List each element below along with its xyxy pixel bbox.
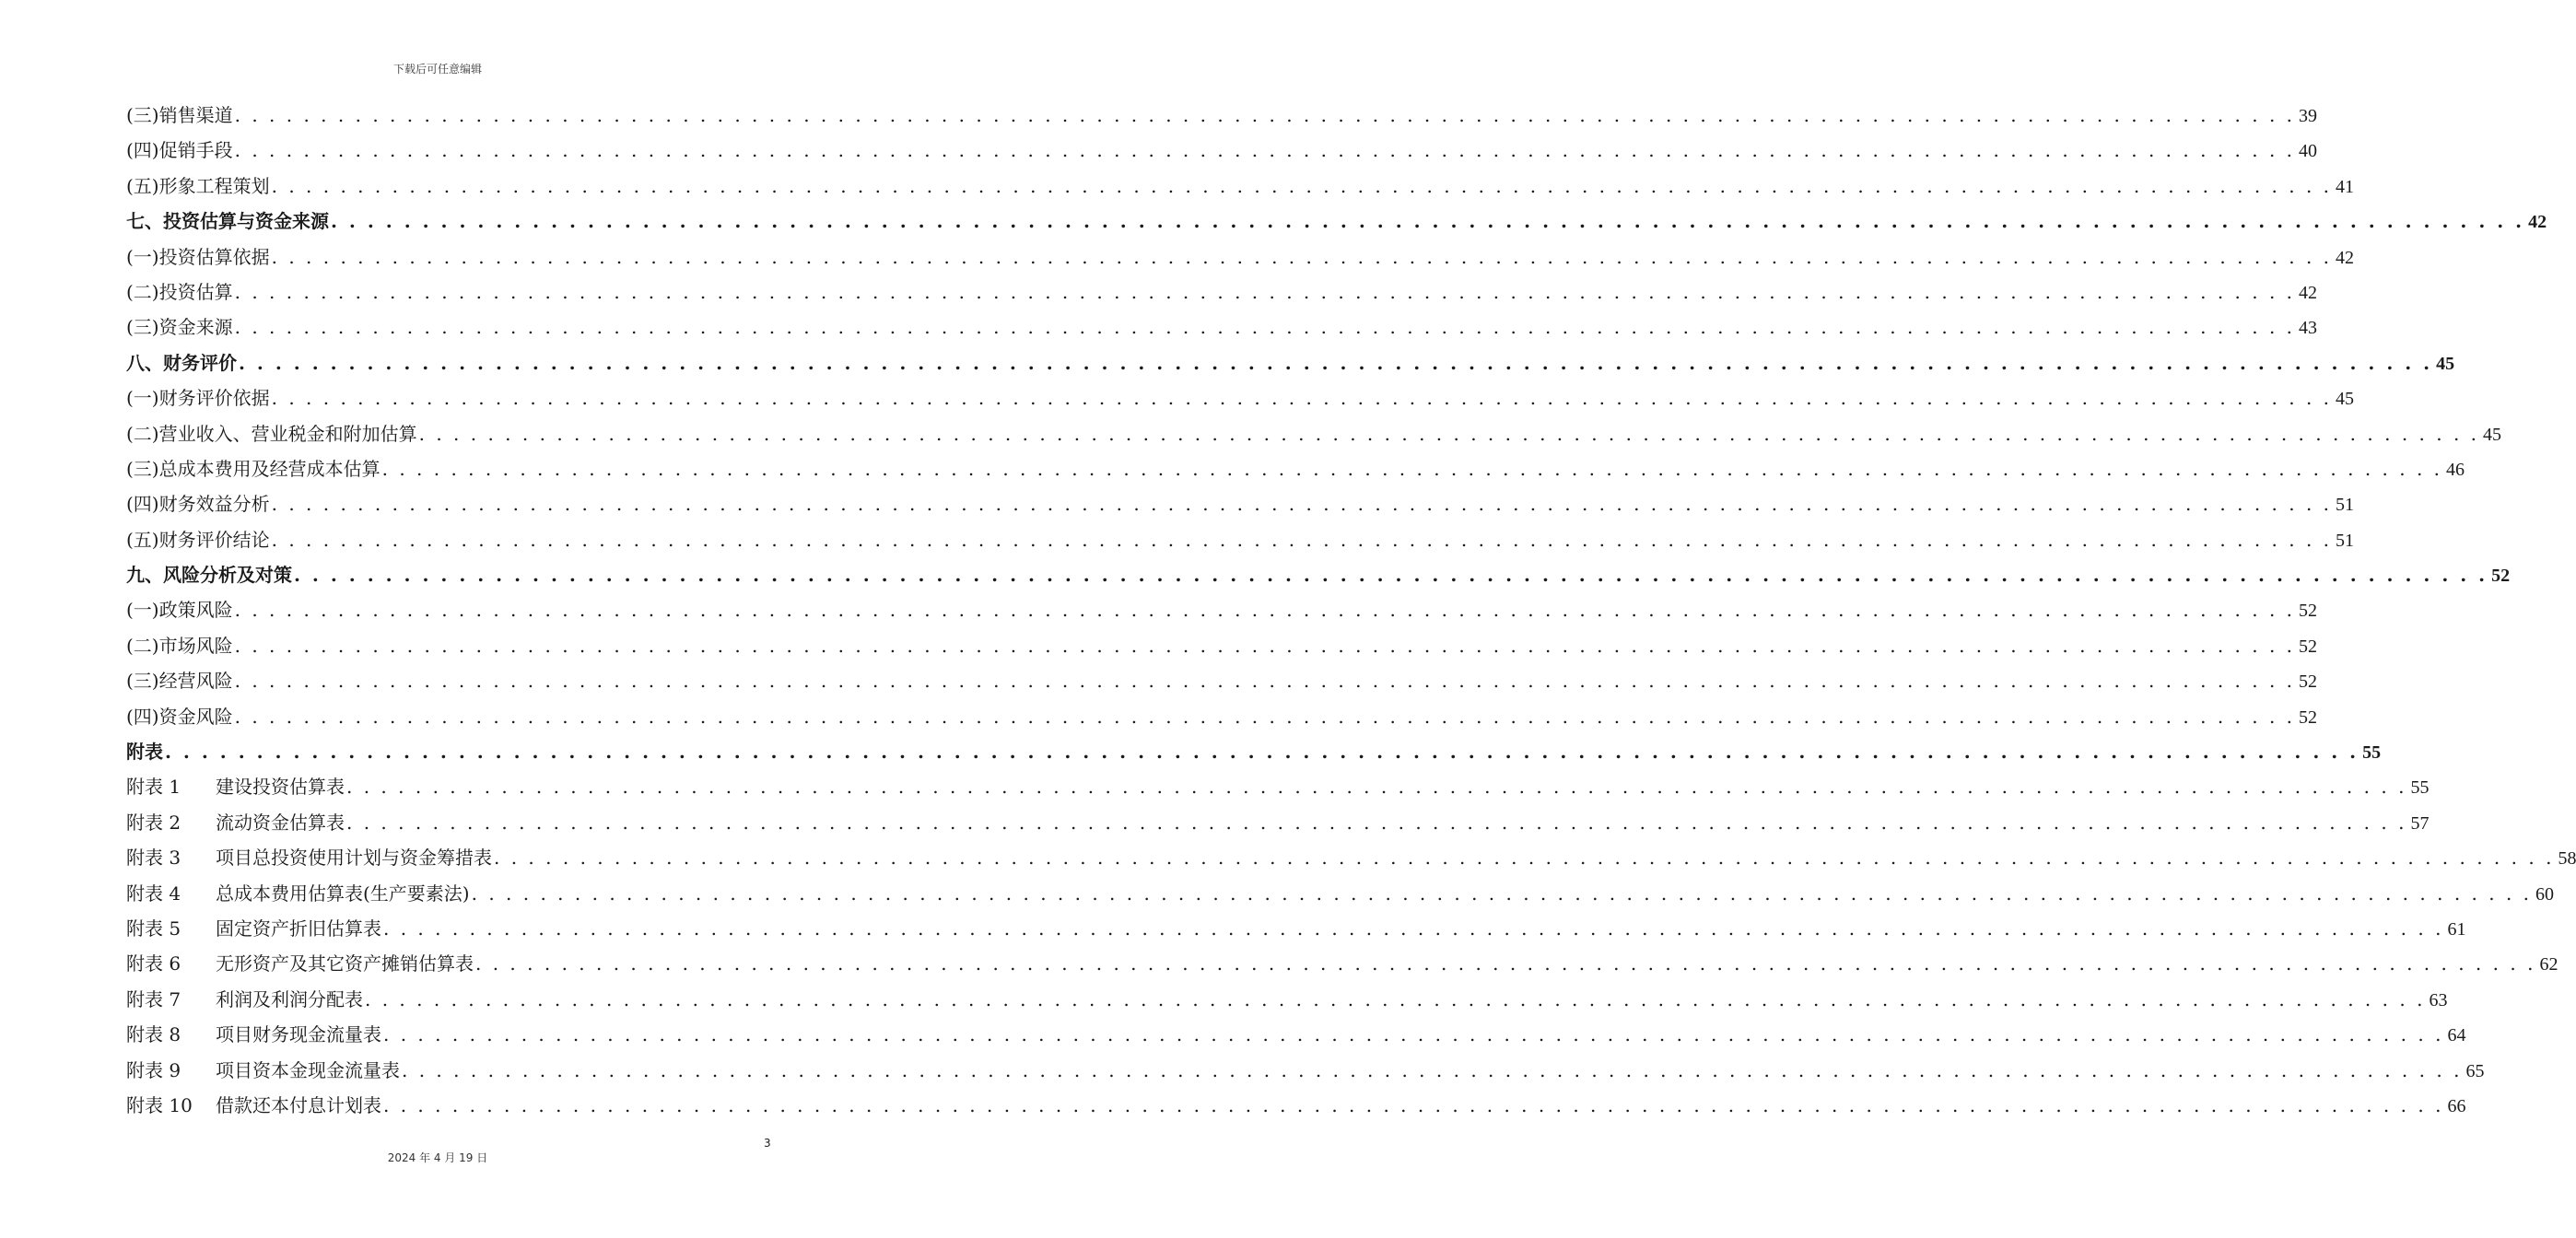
toc-entry[interactable] xyxy=(126,663,2318,698)
toc-entry-title: 项目总投资使用计划与资金筹措表 xyxy=(216,847,492,870)
toc-entry-page: 58 xyxy=(2558,848,2576,870)
toc-entry-page: 51 xyxy=(2336,530,2355,551)
toc-entry-label xyxy=(126,486,270,521)
toc-leader-dots: . . . . . . . . . . . . . . . . . . . . . . . . . . . . . . . . . . . . . . . . . . . . . . . . . . . . . . . . . . . . . . . . . . . . . . . . . . . . . . . . . . . . . . . . . . . . . . . . . . . . . . . . . . . . . . . . . . . . . . . . xyxy=(271,493,2333,516)
toc-leader-dots: . . . . . . . . . . . . . . . . . . . . . . . . . . . . . . . . . . . . . . . . . . . . . . . . . . . . . . . . . . . . . . . . . . . . . . . . . . . . . . . . . . . . . . . . . . . . . . . . . . . . . . . . . . . . . . . . . . . . . . . . xyxy=(234,634,2296,657)
toc-entry-page: 65 xyxy=(2465,1060,2485,1081)
toc-entry[interactable] xyxy=(126,98,2318,133)
toc-entry[interactable] xyxy=(126,133,2318,168)
toc-entry-page: 45 xyxy=(2436,353,2455,374)
toc-entry[interactable] xyxy=(126,169,2355,204)
toc-leader-dots: . . . . . . . . . . . . . . . . . . . . . . . . . . . . . . . . . . . . . . . . . . . . . . . . . . . . . . . . . . . . . . . . . . . . . . . . . . . . . . . . . . . . . . . . . . . . . . . . . . . . . . . . . . . . . . . . . . . . . . . . xyxy=(234,599,2296,622)
toc-leader-dots: . . . . . . . . . . . . . . . . . . . . . . . . . . . . . . . . . . . . . . . . . . . . . . . . . . . . . . . . . . . . . . . . . . . . . . . . . . . . . . . . . . . . . . . . . . . . . . . . . . . . . . . . . . . . . . . . . . . . . . . . xyxy=(165,741,2359,764)
toc-leader-dots: . . . . . . . . . . . . . . . . . . . . . . . . . . . . . . . . . . . . . . . . . . . . . . . . . . . . . . . . . . . . . . . . . . . . . . . . . . . . . . . . . . . . . . . . . . . . . . . . . . . . . . . . . . . . . . . . . . . . . . . . xyxy=(234,280,2296,303)
toc-entry-page: 45 xyxy=(2336,389,2355,410)
toc-entry-number: 附表 7 xyxy=(126,987,181,1010)
toc-entry-page: 43 xyxy=(2299,318,2318,339)
toc-leader-dots: . . . . . . . . . . . . . . . . . . . . . . . . . . . . . . . . . . . . . . . . . . . . . . . . . . . . . . . . . . . . . . . . . . . . . . . . . . . . . . . . . . . . . . . . . . . . . . . . . . . . . . . . . . . . . . . . . . . . . . . . xyxy=(271,174,2333,197)
toc-entry-label xyxy=(126,310,233,345)
toc-entry-title: 利润及利润分配表 xyxy=(216,987,363,1010)
toc-leader-dots: . . . . . . . . . . . . . . . . . . . . . . . . . . . . . . . . . . . . . . . . . . . . . . . . . . . . . . . . . . . . . . . . . . . . . . . . . . . . . . . . . . . . . . . . . . . . . . . . . . . . . . . . . . . . . . . . . . . . . . . . xyxy=(234,104,2296,126)
toc-entry-number: 附表 10 xyxy=(126,1093,193,1116)
toc-entry-page: 52 xyxy=(2299,672,2318,693)
toc-entry-title: (四)财务效益分析 xyxy=(126,493,270,516)
toc-entry-label xyxy=(126,451,381,486)
toc-entry[interactable] xyxy=(126,274,2318,310)
toc-entry-title: (三)总成本费用及经营成本估算 xyxy=(126,457,381,480)
toc-entry-label xyxy=(126,699,233,734)
toc-entry[interactable] xyxy=(126,239,2355,274)
toc-entry[interactable] xyxy=(126,734,2382,769)
toc-entry-label xyxy=(126,911,381,946)
toc-entry-page: 55 xyxy=(2362,742,2382,764)
toc-entry-number: 附表 6 xyxy=(126,952,181,975)
toc-entry-title: 项目资本金现金流量表 xyxy=(216,1058,400,1081)
toc-leader-dots: . . . . . . . . . . . . . . . . . . . . . . . . . . . . . . . . . . . . . . . . . . . . . . . . . . . . . . . . . . . . . . . . . . . . . . . . . . . . . . . . . . . . . . . . . . . . . . . . . . . . . . . . . . . . . . . . . . . . . . . . xyxy=(494,847,2555,870)
toc-entry-title: (三)经营风险 xyxy=(126,670,233,693)
toc-entry-title: 固定资产折旧估算表 xyxy=(216,917,381,940)
toc-leader-dots: . . . . . . . . . . . . . . . . . . . . . . . . . . . . . . . . . . . . . . . . . . . . . . . . . . . . . . . . . . . . . . . . . . . . . . . . . . . . . . . . . . . . . . . . . . . . . . . . . . . . . . . . . . . . . . . . . . . . . . . . xyxy=(294,564,2488,587)
toc-leader-dots: . . . . . . . . . . . . . . . . . . . . . . . . . . . . . . . . . . . . . . . . . . . . . . . . . . . . . . . . . . . . . . . . . . . . . . . . . . . . . . . . . . . . . . . . . . . . . . . . . . . . . . . . . . . . . . . . . . . . . . . . xyxy=(346,776,2407,799)
toc-entry-page: 46 xyxy=(2446,459,2465,480)
toc-entry-label xyxy=(126,769,345,804)
toc-leader-dots: . . . . . . . . . . . . . . . . . . . . . . . . . . . . . . . . . . . . . . . . . . . . . . . . . . . . . . . . . . . . . . . . . . . . . . . . . . . . . . . . . . . . . . . . . . . . . . . . . . . . . . . . . . . . . . . . . . . . . . . . xyxy=(471,882,2533,905)
toc-entry-number: 附表 1 xyxy=(126,776,181,799)
toc-entry-label xyxy=(126,557,292,592)
toc-leader-dots: . . . . . . . . . . . . . . . . . . . . . . . . . . . . . . . . . . . . . . . . . . . . . . . . . . . . . . . . . . . . . . . . . . . . . . . . . . . . . . . . . . . . . . . . . . . . . . . . . . . . . . . . . . . . . . . . . . . . . . . . xyxy=(234,316,2296,339)
toc-entry[interactable] xyxy=(126,769,2430,804)
toc-entry-page: 63 xyxy=(2429,989,2448,1010)
toc-entry-label xyxy=(126,805,345,840)
toc-entry[interactable] xyxy=(126,982,2448,1017)
toc-entry[interactable] xyxy=(126,557,2511,592)
toc-entry[interactable] xyxy=(126,699,2318,734)
toc-entry-label xyxy=(126,98,233,133)
toc-leader-dots: . . . . . . . . . . . . . . . . . . . . . . . . . . . . . . . . . . . . . . . . . . . . . . . . . . . . . . . . . . . . . . . . . . . . . . . . . . . . . . . . . . . . . . . . . . . . . . . . . . . . . . . . . . . . . . . . . . . . . . . . xyxy=(234,139,2296,162)
toc-leader-dots: . . . . . . . . . . . . . . . . . . . . . . . . . . . . . . . . . . . . . . . . . . . . . . . . . . . . . . . . . . . . . . . . . . . . . . . . . . . . . . . . . . . . . . . . . . . . . . . . . . . . . . . . . . . . . . . . . . . . . . . . xyxy=(475,952,2536,975)
toc-entry-label xyxy=(126,345,237,380)
toc-leader-dots: . . . . . . . . . . . . . . . . . . . . . . . . . . . . . . . . . . . . . . . . . . . . . . . . . . . . . . . . . . . . . . . . . . . . . . . . . . . . . . . . . . . . . . . . . . . . . . . . . . . . . . . . . . . . . . . . . . . . . . . . xyxy=(331,210,2525,233)
toc-entry-page: 52 xyxy=(2299,636,2318,657)
toc-entry-page: 60 xyxy=(2535,883,2555,905)
toc-entry-title: (四)资金风险 xyxy=(126,705,233,728)
toc-leader-dots: . . . . . . . . . . . . . . . . . . . . . . . . . . . . . . . . . . . . . . . . . . . . . . . . . . . . . . . . . . . . . . . . . . . . . . . . . . . . . . . . . . . . . . . . . . . . . . . . . . . . . . . . . . . . . . . . . . . . . . . . xyxy=(383,1093,2444,1116)
toc-entry-label xyxy=(126,204,329,239)
toc-entry[interactable] xyxy=(126,380,2355,415)
toc-entry-title: 无形资产及其它资产摊销估算表 xyxy=(216,952,474,975)
toc-entry-page: 62 xyxy=(2539,954,2558,975)
toc-entry-title: 建设投资估算表 xyxy=(216,776,345,799)
toc-entry[interactable] xyxy=(126,204,2547,239)
toc-entry[interactable] xyxy=(126,1017,2466,1052)
toc-entry[interactable] xyxy=(126,1088,2466,1123)
toc-entry-label xyxy=(126,1017,381,1052)
toc-entry[interactable] xyxy=(126,310,2318,345)
toc-entry-title: (一)政策风险 xyxy=(126,599,233,622)
toc-entry-page: 64 xyxy=(2447,1025,2466,1046)
toc-entry-label xyxy=(126,840,492,875)
toc-entry[interactable] xyxy=(126,628,2318,663)
toc-leader-dots: . . . . . . . . . . . . . . . . . . . . . . . . . . . . . . . . . . . . . . . . . . . . . . . . . . . . . . . . . . . . . . . . . . . . . . . . . . . . . . . . . . . . . . . . . . . . . . . . . . . . . . . . . . . . . . . . . . . . . . . . xyxy=(271,528,2333,551)
toc-entry[interactable] xyxy=(126,522,2355,557)
toc-entry-title: (一)投资估算依据 xyxy=(126,245,270,268)
toc-entry[interactable] xyxy=(126,486,2355,521)
toc-entry-title: 七、投资估算与资金来源 xyxy=(126,210,329,233)
toc-entry-page: 52 xyxy=(2299,601,2318,622)
toc-entry-label xyxy=(126,522,270,557)
toc-entry-title: (四)促销手段 xyxy=(126,139,233,162)
toc-leader-dots: . . . . . . . . . . . . . . . . . . . . . . . . . . . . . . . . . . . . . . . . . . . . . . . . . . . . . . . . . . . . . . . . . . . . . . . . . . . . . . . . . . . . . . . . . . . . . . . . . . . . . . . . . . . . . . . . . . . . . . . . xyxy=(234,670,2296,693)
toc-entry-page: 57 xyxy=(2410,812,2430,834)
toc-entry-title: (三)资金来源 xyxy=(126,316,233,339)
toc-entry[interactable] xyxy=(126,840,2576,875)
toc-entry-title: (一)财务评价依据 xyxy=(126,387,270,410)
toc-leader-dots: . . . . . . . . . . . . . . . . . . . . . . . . . . . . . . . . . . . . . . . . . . . . . . . . . . . . . . . . . . . . . . . . . . . . . . . . . . . . . . . . . . . . . . . . . . . . . . . . . . . . . . . . . . . . . . . . . . . . . . . . xyxy=(402,1058,2463,1081)
toc-entry[interactable] xyxy=(126,876,2555,911)
toc-entry-label xyxy=(126,274,233,310)
toc-entry[interactable] xyxy=(126,592,2318,627)
toc-entry-page: 45 xyxy=(2483,424,2502,445)
toc-entry-label xyxy=(126,628,233,663)
toc-entry-label xyxy=(126,946,474,981)
toc-entry[interactable] xyxy=(126,805,2430,840)
toc-entry-title: (二)投资估算 xyxy=(126,280,233,303)
toc-entry[interactable] xyxy=(126,345,2455,380)
toc-entry-title: (五)财务评价结论 xyxy=(126,528,270,551)
toc-entry[interactable] xyxy=(126,911,2466,946)
toc-entry-page: 55 xyxy=(2410,777,2430,799)
page-header: 下载后可任意编辑 xyxy=(392,63,482,76)
toc-entry-page: 40 xyxy=(2299,141,2318,162)
toc-entry-label xyxy=(126,416,417,451)
toc-entry-number: 附表 3 xyxy=(126,847,181,870)
toc-entry-page: 42 xyxy=(2528,212,2547,233)
toc-entry-number: 附表 2 xyxy=(126,811,181,834)
toc-leader-dots: . . . . . . . . . . . . . . . . . . . . . . . . . . . . . . . . . . . . . . . . . . . . . . . . . . . . . . . . . . . . . . . . . . . . . . . . . . . . . . . . . . . . . . . . . . . . . . . . . . . . . . . . . . . . . . . . . . . . . . . . xyxy=(234,705,2296,728)
toc-entry-label xyxy=(126,239,270,274)
toc-entry-number: 附表 4 xyxy=(126,882,181,905)
toc-entry-label xyxy=(126,663,233,698)
toc-entry-page: 42 xyxy=(2336,247,2355,268)
toc-entry-page: 52 xyxy=(2491,566,2511,587)
toc-leader-dots: . . . . . . . . . . . . . . . . . . . . . . . . . . . . . . . . . . . . . . . . . . . . . . . . . . . . . . . . . . . . . . . . . . . . . . . . . . . . . . . . . . . . . . . . . . . . . . . . . . . . . . . . . . . . . . . . . . . . . . . . xyxy=(418,422,2480,445)
toc-entry[interactable] xyxy=(126,1053,2485,1088)
toc-entry-page: 41 xyxy=(2336,176,2355,197)
toc-entry-title: (二)营业收入、营业税金和附加估算 xyxy=(126,422,417,445)
page-number: 3 xyxy=(764,1137,771,1150)
toc-entry-title: 八、财务评价 xyxy=(126,351,237,374)
toc-entry-title: (三)销售渠道 xyxy=(126,104,233,126)
table-of-contents xyxy=(126,98,2576,1123)
toc-entry-title: 项目财务现金流量表 xyxy=(216,1023,381,1046)
toc-entry[interactable] xyxy=(126,451,2465,486)
toc-entry-label xyxy=(126,734,163,769)
toc-leader-dots: . . . . . . . . . . . . . . . . . . . . . . . . . . . . . . . . . . . . . . . . . . . . . . . . . . . . . . . . . . . . . . . . . . . . . . . . . . . . . . . . . . . . . . . . . . . . . . . . . . . . . . . . . . . . . . . . . . . . . . . . xyxy=(383,1023,2444,1046)
toc-entry-title: 附表 xyxy=(126,741,163,764)
toc-entry-page: 52 xyxy=(2299,707,2318,728)
toc-leader-dots: . . . . . . . . . . . . . . . . . . . . . . . . . . . . . . . . . . . . . . . . . . . . . . . . . . . . . . . . . . . . . . . . . . . . . . . . . . . . . . . . . . . . . . . . . . . . . . . . . . . . . . . . . . . . . . . . . . . . . . . . xyxy=(381,457,2443,480)
toc-entry-label xyxy=(126,982,363,1017)
toc-entry-title: 流动资金估算表 xyxy=(216,811,345,834)
toc-entry-title: 总成本费用估算表(生产要素法) xyxy=(216,882,470,905)
toc-leader-dots: . . . . . . . . . . . . . . . . . . . . . . . . . . . . . . . . . . . . . . . . . . . . . . . . . . . . . . . . . . . . . . . . . . . . . . . . . . . . . . . . . . . . . . . . . . . . . . . . . . . . . . . . . . . . . . . . . . . . . . . . xyxy=(271,245,2333,268)
toc-entry-page: 51 xyxy=(2336,495,2355,516)
toc-leader-dots: . . . . . . . . . . . . . . . . . . . . . . . . . . . . . . . . . . . . . . . . . . . . . . . . . . . . . . . . . . . . . . . . . . . . . . . . . . . . . . . . . . . . . . . . . . . . . . . . . . . . . . . . . . . . . . . . . . . . . . . . xyxy=(271,387,2333,410)
toc-entry-number: 附表 5 xyxy=(126,917,181,940)
toc-leader-dots: . . . . . . . . . . . . . . . . . . . . . . . . . . . . . . . . . . . . . . . . . . . . . . . . . . . . . . . . . . . . . . . . . . . . . . . . . . . . . . . . . . . . . . . . . . . . . . . . . . . . . . . . . . . . . . . . . . . . . . . . xyxy=(365,987,2426,1010)
toc-leader-dots: . . . . . . . . . . . . . . . . . . . . . . . . . . . . . . . . . . . . . . . . . . . . . . . . . . . . . . . . . . . . . . . . . . . . . . . . . . . . . . . . . . . . . . . . . . . . . . . . . . . . . . . . . . . . . . . . . . . . . . . . xyxy=(346,811,2407,834)
toc-entry-label xyxy=(126,169,270,204)
toc-entry-label xyxy=(126,876,470,911)
toc-entry-label xyxy=(126,1053,400,1088)
footer-date: 2024 年 4 月 19 日 xyxy=(387,1151,488,1164)
toc-entry[interactable] xyxy=(126,416,2502,451)
toc-entry-label xyxy=(126,133,233,168)
toc-entry-page: 39 xyxy=(2299,106,2318,126)
toc-leader-dots: . . . . . . . . . . . . . . . . . . . . . . . . . . . . . . . . . . . . . . . . . . . . . . . . . . . . . . . . . . . . . . . . . . . . . . . . . . . . . . . . . . . . . . . . . . . . . . . . . . . . . . . . . . . . . . . . . . . . . . . . xyxy=(239,351,2433,374)
toc-entry-page: 61 xyxy=(2447,918,2466,940)
toc-entry-label xyxy=(126,1088,381,1123)
toc-entry-label xyxy=(126,380,270,415)
toc-entry-title: 借款还本付息计划表 xyxy=(216,1093,381,1116)
toc-entry[interactable] xyxy=(126,946,2558,981)
toc-entry-title: (二)市场风险 xyxy=(126,634,233,657)
toc-entry-title: 九、风险分析及对策 xyxy=(126,564,292,587)
toc-entry-number: 附表 8 xyxy=(126,1023,181,1046)
toc-entry-title: (五)形象工程策划 xyxy=(126,174,270,197)
toc-entry-number: 附表 9 xyxy=(126,1058,181,1081)
toc-entry-page: 42 xyxy=(2299,282,2318,303)
toc-leader-dots: . . . . . . . . . . . . . . . . . . . . . . . . . . . . . . . . . . . . . . . . . . . . . . . . . . . . . . . . . . . . . . . . . . . . . . . . . . . . . . . . . . . . . . . . . . . . . . . . . . . . . . . . . . . . . . . . . . . . . . . . xyxy=(383,917,2444,940)
toc-entry-label xyxy=(126,592,233,627)
toc-entry-page: 66 xyxy=(2447,1095,2466,1116)
